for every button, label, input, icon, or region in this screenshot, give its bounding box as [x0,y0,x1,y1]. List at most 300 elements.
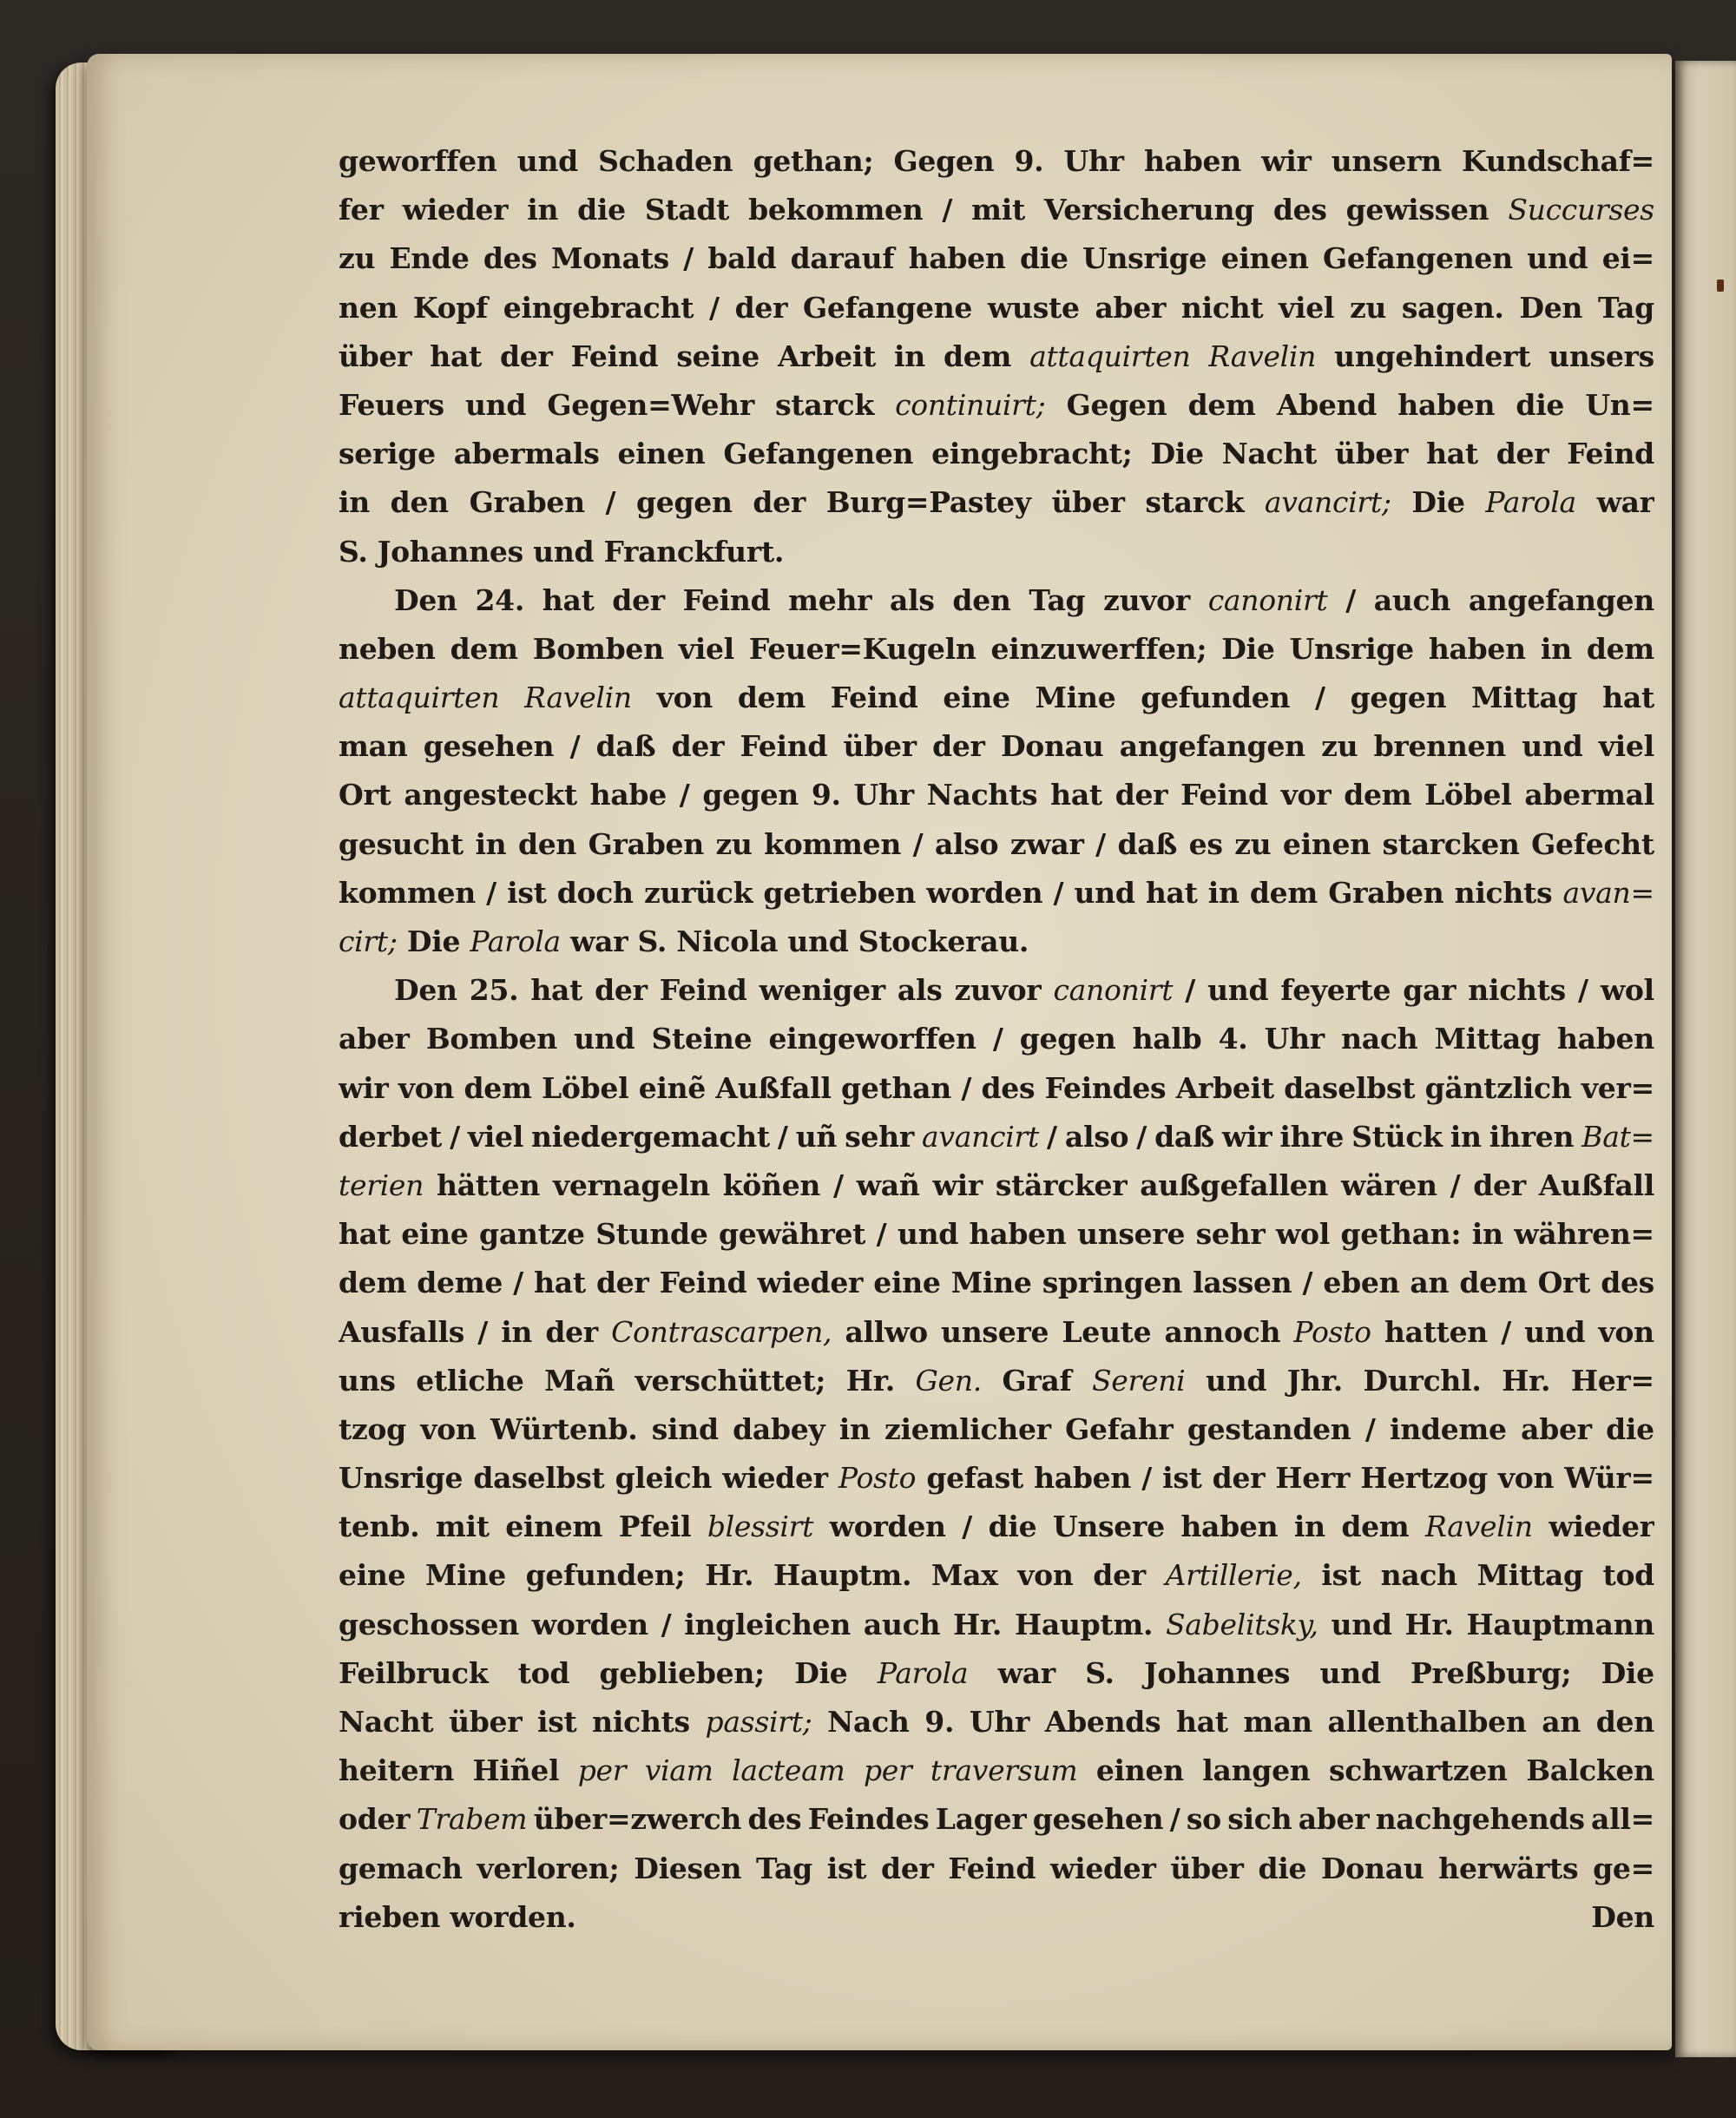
word: ungehindert [1334,339,1531,373]
word: dem [1586,631,1654,666]
word: tenb. [339,1510,420,1544]
word: viel [678,631,734,666]
word: mehr [788,582,872,617]
word: sagen. [1401,290,1504,325]
word: halb [1132,1022,1202,1056]
word: Graben [588,826,704,861]
word: Mittag [1434,1022,1541,1056]
word: 25. [469,973,519,1008]
word: / [661,1607,672,1641]
word: Posto [1293,1314,1371,1349]
word: der [1212,1461,1266,1496]
word: aber [1095,290,1167,325]
word: Gefahr [1065,1411,1174,1446]
word: ist [537,1705,577,1739]
text-line [339,430,1654,478]
word: / [1141,1461,1152,1496]
word: wir [932,1168,983,1202]
word: Gegen [1066,387,1167,422]
word: Jhr. [1286,1363,1343,1398]
text-line [339,771,1654,819]
word: Uhr [1264,1022,1325,1056]
word: Feind [570,339,659,373]
word: Graben [469,485,585,520]
word: per [577,1753,627,1788]
word: schwartzen [1328,1753,1508,1788]
word: Löbel [1424,778,1512,812]
word: wieder [402,193,509,227]
word: auch [863,1607,941,1641]
word: / [992,1022,1003,1056]
catchword: Den [1591,1899,1654,1934]
word: des [1601,1266,1654,1300]
word: / [961,1070,972,1105]
word: Feilbruck [339,1655,489,1690]
word: kommen [339,875,476,910]
word: Die [794,1655,848,1690]
word: Hauptm. [773,1558,912,1593]
word: Würtenb. [490,1411,638,1446]
word: der [881,1851,934,1885]
word: Contrascarpen, [611,1314,832,1349]
word: es [1188,826,1223,861]
word: und [1074,875,1135,910]
word: Tag [1597,290,1654,325]
word: den [952,582,1011,617]
word: Den [394,582,457,617]
word: Außfall [1538,1168,1654,1202]
word: heitern [339,1753,455,1788]
word: abermal [1524,778,1654,812]
word: / [1047,1119,1057,1154]
word: / [1364,1411,1376,1446]
word: und [574,1022,635,1056]
word: Trabem [416,1802,528,1837]
word: von [1598,1314,1654,1349]
word: Unsere [1052,1510,1165,1544]
word: / [777,1119,788,1154]
word: gethan [841,1070,951,1105]
word: zu [1321,729,1358,764]
word: haben [1556,1022,1654,1056]
text-line [339,1795,1654,1844]
word: Feind [830,681,918,715]
text-line [339,332,1654,381]
word: in [1450,1119,1482,1154]
word: geschossen [339,1607,519,1641]
word: tzog [339,1411,406,1446]
word: / [1136,1119,1147,1154]
word: ge= [1593,1851,1654,1885]
word: uñ [795,1119,838,1154]
word: über [339,339,412,373]
word: über [1051,485,1125,520]
word: in [527,193,559,227]
word: 9. [811,778,841,812]
word: annoch [1164,1314,1281,1349]
word: worden [926,875,1043,910]
text-line [339,234,1654,283]
word: / [942,193,953,227]
text-line [339,820,1654,869]
word: des [981,1070,1036,1105]
word: verschüttet; [635,1363,826,1398]
word: dem [450,631,518,666]
word: sich [1227,1802,1292,1837]
word: angefangen [1119,729,1305,764]
word: / [477,1314,488,1349]
word: Nacht [339,1705,434,1739]
word: haben [908,241,1006,276]
word: wären [1341,1168,1437,1202]
word: allenthalben [1327,1705,1527,1739]
word: in [838,1411,871,1446]
word: des [747,1802,802,1837]
word: hat [430,339,482,373]
word: man [339,729,408,764]
word: die [1258,1851,1307,1885]
word: cirt; [339,924,398,958]
word: Stück [1351,1119,1443,1154]
word: angesteckt [404,778,577,812]
word: und [1205,1363,1267,1398]
word: in [1293,1510,1325,1544]
word: Unsrige [1289,631,1414,666]
word: Versicherung [1043,193,1254,227]
word: hat [530,973,583,1008]
word: ist [1162,1461,1202,1496]
word: vor [1280,778,1332,812]
word: avancirt [922,1119,1039,1154]
word: Hauptm. [1014,1607,1154,1641]
word: und [1524,1314,1586,1349]
text-line [339,528,1654,576]
word: indeme [1390,1411,1507,1446]
word: gesucht [339,826,464,861]
word: Feind [1567,437,1654,471]
word: tod [1602,1558,1654,1593]
word: per [863,1753,912,1788]
word: zwar [1009,826,1084,861]
word: wir [1221,1119,1272,1154]
word: Franckfurt. [603,534,785,569]
word: Mine [1035,681,1116,715]
word: gefunden [1141,681,1291,715]
word: etliche [416,1363,524,1398]
word: springen [1042,1266,1182,1300]
word: einen [1220,241,1309,276]
word: in [501,1314,533,1349]
word: bald [707,241,777,276]
word: Balcken [1526,1753,1654,1788]
word: der [1473,1168,1526,1202]
word: gestanden [1187,1411,1351,1446]
word: / [605,485,616,520]
word: Uhr [853,778,914,812]
word: neben [339,631,436,666]
word: hat [1602,681,1654,715]
word: der [1115,778,1168,812]
word: Mine [425,1558,506,1593]
word: hat [1426,437,1478,471]
word: zu [1349,290,1387,325]
word: über=zwerch [533,1802,742,1837]
word: gethan: [1340,1217,1462,1252]
word: daß [1154,1119,1214,1154]
word: / [962,1510,973,1544]
word: Sabelitsky, [1165,1607,1318,1641]
word: doch [556,875,634,910]
word: / [513,1266,523,1300]
word: die [577,193,626,227]
text-line [339,869,1654,918]
word: dem [1341,1510,1410,1544]
text-line [339,1308,1654,1357]
word: Preßburg; [1410,1655,1572,1690]
word: Mine [950,1266,1032,1300]
word: Gefangenen [723,437,914,471]
word: passirt; [705,1705,812,1739]
word: über [843,729,917,764]
word: eine [943,681,1010,715]
word: Ort [339,778,391,812]
word: Stockerau. [858,924,1029,958]
word: Arbeit [777,339,876,373]
word: hatten [1384,1314,1488,1349]
word: Johannes [1144,1655,1291,1690]
word: des [483,241,537,276]
word: verloren; [477,1851,620,1885]
word: Arbeit [1175,1070,1274,1105]
word: Abend [1276,387,1378,422]
word: der [932,729,985,764]
text-line [339,1015,1654,1063]
word: Unsrige [339,1461,464,1496]
word: Bat= [1581,1119,1654,1154]
word: / [1185,973,1196,1008]
word: von [1017,1558,1074,1593]
word: Kopf [412,290,488,325]
word: der [1093,1558,1146,1593]
word: Ausfalls [339,1314,465,1349]
word: der [595,1266,649,1300]
word: Gegen [893,144,995,178]
word: Donau [1000,729,1104,764]
word: Mittag [1476,1558,1583,1593]
word: nicht [1180,290,1264,325]
word: / [569,729,581,764]
word: S. [339,534,368,569]
word: gemach [339,1851,463,1885]
word: viam [644,1753,713,1788]
word: über [449,1705,523,1739]
word: continuirt; [895,387,1046,422]
word: dem [1249,875,1318,910]
word: / [486,875,496,910]
book-page [87,54,1672,2050]
word: Stadt [644,193,730,227]
word: allwo [845,1314,928,1349]
word: Gegen=Wehr [547,387,754,422]
word: und [516,144,578,178]
word: Mañ [544,1363,615,1398]
word: / [1501,1314,1511,1349]
word: in [1471,1217,1503,1252]
word: Hr. [1502,1363,1551,1398]
word: nichts [592,1705,690,1739]
word: war [1596,485,1654,520]
word: / [1302,1266,1313,1300]
word: einen [617,437,706,471]
word: traversum [930,1753,1078,1788]
word: terien [339,1168,424,1202]
word: hat [1145,875,1198,910]
word: attaquirten [339,681,500,715]
word: angefangen [1468,582,1654,617]
word: den [390,485,449,520]
word: Hiñel [472,1753,560,1788]
text-line [339,1551,1654,1600]
word: feyerte [1280,973,1391,1008]
text-line [339,478,1654,527]
word: der [500,339,553,373]
text-line [339,381,1654,430]
word: einen [1282,826,1371,861]
word: Burg=Pastey [825,485,1031,520]
word: Den [394,973,457,1008]
word: Mittag [1471,681,1578,715]
word: der [612,582,665,617]
word: dem [339,1266,407,1300]
word: ingleichen [684,1607,852,1641]
word: Hr. [952,1607,1003,1641]
word: war [997,1655,1055,1690]
text-line [339,918,1654,966]
word: einem [505,1510,603,1544]
word: haben [1143,144,1241,178]
word: serige [339,437,436,471]
word: Hr. [1404,1607,1454,1641]
word: haben [1034,1461,1132,1496]
word: S. [1085,1655,1115,1690]
word: Feind [740,729,828,764]
word: stärcker [995,1168,1128,1202]
word: Her= [1570,1363,1654,1398]
word: 9. [924,1705,955,1739]
word: gegen [636,485,733,520]
word: auch [1373,582,1451,617]
word: daselbst [1284,1070,1416,1105]
word: nach [1341,1022,1418,1056]
word: und [1522,729,1583,764]
text-line [339,1649,1654,1698]
word: vernageln [552,1168,710,1202]
word: Feind [682,582,771,617]
word: der [545,1314,598,1349]
word: wuste [987,290,1080,325]
word: Feind [948,1851,1036,1885]
word: abermals [453,437,600,471]
word: Schaden [598,144,733,178]
word: geblieben; [599,1655,765,1690]
text-line [339,674,1654,722]
word: deme [417,1266,503,1300]
word: von [398,1070,455,1105]
word: gleich [615,1461,713,1496]
word: haben [969,1217,1067,1252]
word: derbet [339,1119,442,1154]
word: Hauptmann [1466,1607,1654,1641]
word: avancirt; [1264,485,1391,520]
text-line [339,1161,1654,1210]
word: viel [467,1119,523,1154]
word: Hr. [705,1558,754,1593]
word: canonirt [1053,973,1174,1008]
word: Graben [1328,875,1444,910]
word: sehr [845,1119,914,1154]
word: über [1334,437,1409,471]
word: all= [1591,1802,1654,1837]
word: Nicola [676,924,779,958]
word: attaquirten [1029,339,1191,373]
word: Feind [1180,778,1268,812]
word: Herr [1275,1461,1351,1496]
word: Nach [827,1705,910,1739]
text-lines [339,137,1654,1893]
word: Gen. [915,1363,982,1398]
word: Hr. [845,1363,895,1398]
word: eine [339,1558,406,1593]
word: ist [826,1851,867,1885]
word: einẽ [638,1070,707,1105]
word: war [570,924,628,958]
word: währen= [1514,1217,1654,1252]
word: Abends [1044,1705,1161,1739]
word: eingeworffen [768,1022,976,1056]
word: Löbel [541,1070,629,1105]
word: starcken [1382,826,1520,861]
word: der [753,485,806,520]
word: sind [651,1411,719,1446]
word: in [475,826,507,861]
word: Tag [1029,582,1086,617]
word: eingebracht [503,290,694,325]
word: der [595,973,648,1008]
word: außgefallen [1140,1168,1329,1202]
word: brennen [1373,729,1506,764]
word: hat [542,582,595,617]
word: als [897,973,943,1008]
word: in [894,339,925,373]
text-line [339,284,1654,332]
word: die [1019,241,1069,276]
word: die [988,1510,1037,1544]
word: Nacht [1221,437,1317,471]
word: nachgehends [1375,1802,1585,1837]
word: gesehen [423,729,555,764]
text-line [339,1259,1654,1307]
word: Bomben [532,631,664,666]
word: Feuer=Kugeln [748,631,976,666]
text-line [339,1601,1654,1649]
word: dem [1459,1266,1528,1300]
word: Posto [838,1461,917,1496]
word: Ravelin [524,681,632,715]
word: dem [1187,387,1256,422]
text-line [339,966,1654,1015]
word: Monats [550,241,669,276]
word: und [1331,1607,1392,1641]
